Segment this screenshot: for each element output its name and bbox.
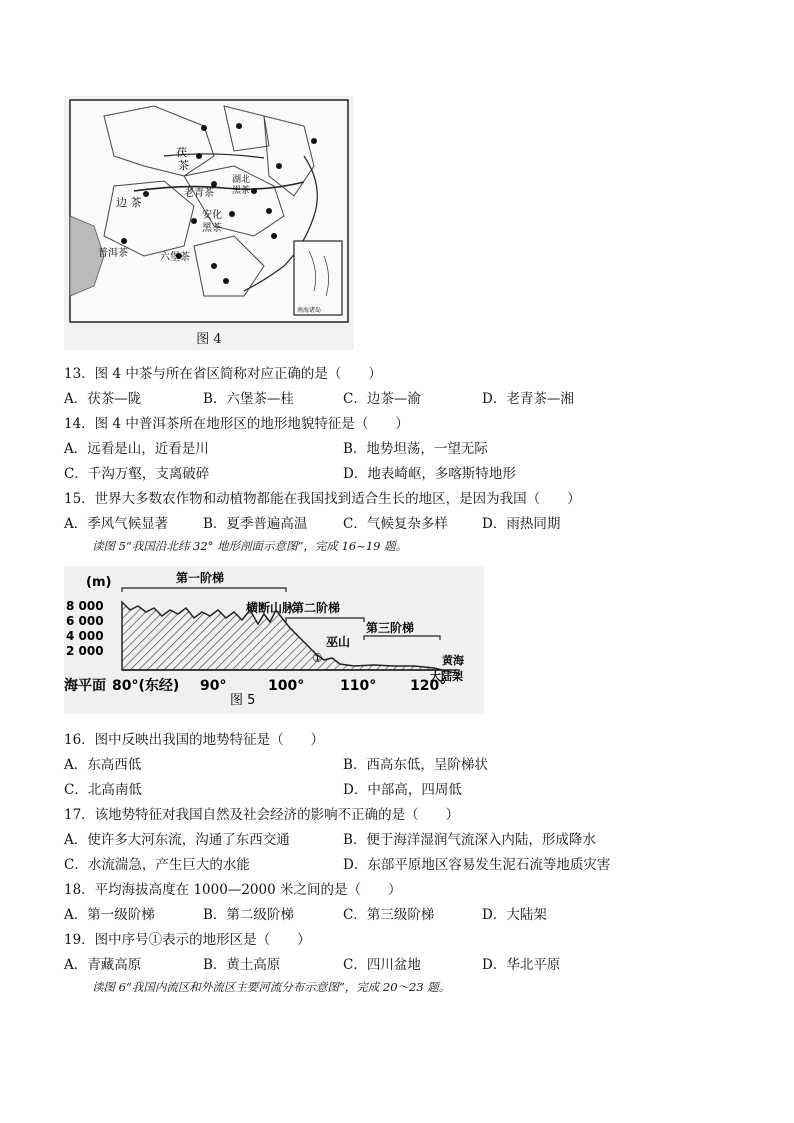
y-tick-4000: 4 000	[66, 629, 104, 643]
question-16: 16．图中反映出我国的地势特征是（ ）	[64, 732, 325, 748]
step-1-label: 第一阶梯	[176, 571, 225, 585]
q17-option-c[interactable]: C．水流湍急，产生巨大的水能	[64, 857, 250, 873]
figure-4-map	[64, 96, 354, 350]
label-lao-qing-tea: 老青茶	[184, 188, 214, 199]
figure-5-profile	[64, 566, 484, 714]
y-tick-2000: 2 000	[66, 644, 104, 658]
q18-option-a[interactable]: A．第一级阶梯	[64, 907, 155, 923]
x-tick-80: 80°(东经)	[112, 678, 180, 694]
label-inset: 南海诸岛	[297, 307, 322, 314]
q19-option-d[interactable]: D．华北平原	[482, 957, 561, 973]
q14-option-b[interactable]: B．地势坦荡，一望无际	[343, 441, 488, 457]
label-pu-er-tea: 普洱茶	[98, 248, 128, 259]
y-tick-6000: 6 000	[66, 614, 104, 628]
shelf-label: 大陆架	[430, 670, 463, 683]
question-15: 15．世界大多数农作物和动植物都能在我国找到适合生长的地区，是因为我国（ ）	[64, 491, 581, 507]
step-2-label: 第二阶梯	[292, 601, 341, 615]
x-tick-110: 110°	[340, 678, 377, 694]
q14-option-c[interactable]: C．千沟万壑，支离破碎	[64, 466, 210, 482]
q19-option-a[interactable]: A．青藏高原	[64, 957, 142, 973]
instruction-20-23: 读图 6“我国内流区和外流区主要河流分布示意图”，完成 20～23 题。	[92, 980, 451, 994]
x-tick-120: 120°	[410, 678, 447, 694]
q16-option-b[interactable]: B．西高东低，呈阶梯状	[343, 757, 488, 773]
label-an-hua-tea: 安化	[202, 210, 222, 221]
q15-option-a[interactable]: A．季风气候显著	[64, 516, 169, 532]
q15-option-d[interactable]: D．雨热同期	[482, 516, 561, 532]
hengduan-label: 横断山脉	[246, 601, 295, 615]
q19-option-c[interactable]: C．四川盆地	[343, 957, 421, 973]
sea-level-label: 海平面	[64, 678, 106, 694]
label-bian-tea: 边 茶	[116, 196, 142, 209]
q17-option-b[interactable]: B．便于海洋湿润气流深入内陆，形成降水	[343, 832, 596, 848]
q14-option-d[interactable]: D．地表崎岖，多喀斯特地形	[343, 466, 516, 482]
terrain-profile-chart	[64, 566, 484, 714]
q14-option-a[interactable]: A．远看是山，近看是川	[64, 441, 209, 457]
question-14: 14．图 4 中普洱茶所在地形区的地形地貌特征是（ ）	[64, 416, 409, 432]
y-tick-8000: 8 000	[66, 599, 104, 613]
label-fu-tea: 茯	[176, 146, 187, 159]
question-18: 18．平均海拔高度在 1000—2000 米之间的是（ ）	[64, 882, 402, 898]
wushan-label: 巫山	[326, 635, 351, 649]
q17-option-a[interactable]: A．使许多大河东流，沟通了东西交通	[64, 832, 290, 848]
x-tick-100: 100°	[268, 678, 305, 694]
q16-option-c[interactable]: C．北高南低	[64, 782, 142, 798]
figure-4-caption: 图 4	[196, 332, 222, 347]
q15-option-c[interactable]: C．气候复杂多样	[343, 516, 448, 532]
label-hubei-tea: 湖北	[232, 175, 251, 185]
q13-option-c[interactable]: C．边茶—渝	[343, 391, 421, 407]
step-3-label: 第三阶梯	[366, 621, 415, 635]
x-tick-90: 90°	[200, 678, 227, 694]
unit-label: (m)	[86, 575, 112, 590]
q13-option-b[interactable]: B．六堡茶—桂	[203, 391, 294, 407]
yellow-sea-label: 黄海	[442, 654, 464, 667]
q19-option-b[interactable]: B．黄土高原	[203, 957, 281, 973]
q16-option-d[interactable]: D．中部高，四周低	[343, 782, 462, 798]
label-an-hua-tea-2: 黑茶	[202, 223, 222, 234]
label-hubei-tea-2: 黑茶	[232, 186, 251, 196]
label-fu-tea-2: 茶	[178, 159, 189, 172]
question-13: 13．图 4 中茶与所在省区简称对应正确的是（ ）	[64, 366, 382, 382]
q18-option-b[interactable]: B．第二级阶梯	[203, 907, 294, 923]
q15-option-b[interactable]: B．夏季普遍高温	[203, 516, 308, 532]
instruction-16-19: 读图 5“我国沿北纬 32° 地形剖面示意图”，完成 16~19 题。	[92, 539, 408, 553]
figure-5-caption: 图 5	[230, 693, 256, 708]
q13-option-d[interactable]: D．老青茶—湘	[482, 391, 574, 407]
question-19: 19．图中序号①表示的地形区是（ ）	[64, 932, 311, 948]
q17-option-d[interactable]: D．东部平原地区容易发生泥石流等地质灾害	[343, 857, 611, 873]
question-17: 17．该地势特征对我国自然及社会经济的影响不正确的是（ ）	[64, 807, 460, 823]
q13-option-a[interactable]: A．茯茶—陇	[64, 391, 142, 407]
q18-option-d[interactable]: D．大陆架	[482, 907, 547, 923]
q16-option-a[interactable]: A．东高西低	[64, 757, 142, 773]
label-liu-bao-tea: 六堡茶	[160, 252, 190, 263]
q18-option-c[interactable]: C．第三级阶梯	[343, 907, 435, 923]
china-tea-map	[64, 96, 354, 326]
